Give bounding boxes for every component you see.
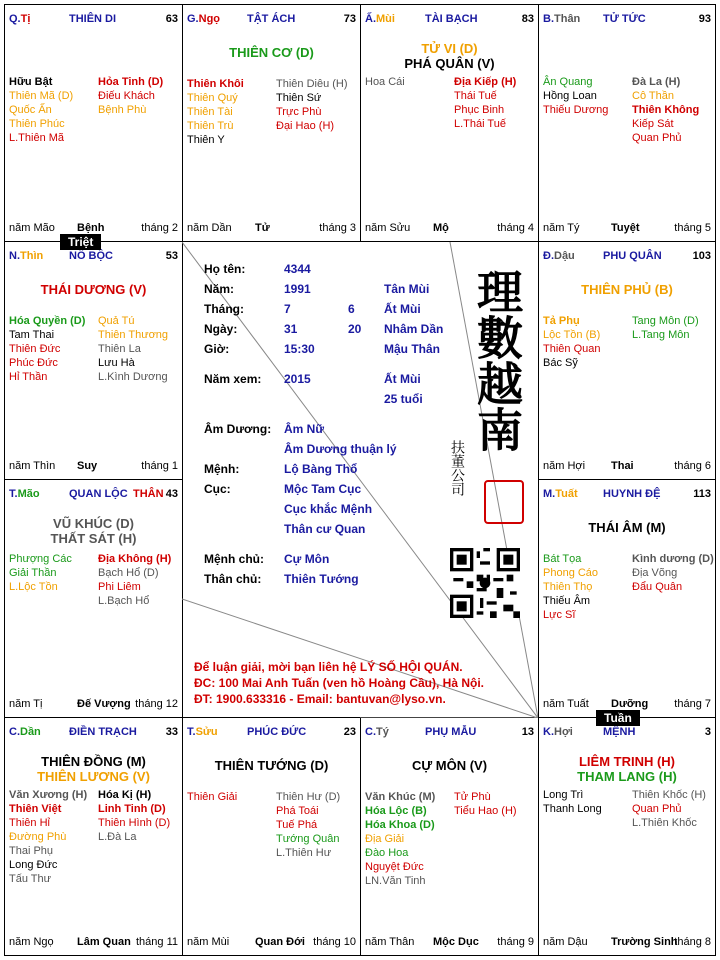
chi-label: Tý [376,726,389,738]
info-value: 2015 [284,372,311,386]
than-cu-note: Thân cư Quan [284,522,366,536]
minor-star: Tấu Thư [9,873,52,885]
month-label: tháng 6 [674,460,711,472]
minor-star: Thanh Long [543,803,602,815]
minor-star: Tướng Quân [276,833,340,845]
year-label: năm Tý [543,222,580,234]
minor-star: Thái Tuế [454,90,497,102]
cuc-value: Mộc Tam Cục [284,482,362,496]
palace-header [9,726,178,740]
palace-hoi[interactable] [538,717,716,956]
minor-stars-right [632,788,706,830]
minor-stars-right [98,314,168,384]
minor-star: Long Trì [543,789,584,801]
info-label: Năm xem: [204,372,262,386]
minor-star: Bệnh Phù [98,104,147,116]
stage-label: Tử [255,222,270,234]
info-label: Họ tên: [204,262,246,276]
minor-star: L.Bạch Hổ [98,595,150,607]
minor-star: Phong Cáo [543,567,599,579]
minor-stars-right [454,75,516,131]
palace-name: TẬT ÁCH [247,13,296,25]
can-label: T. [9,488,18,500]
palace-name: PHỤ MẪU [425,726,477,738]
main-star: THÁI DƯƠNG (V) [40,282,147,297]
minor-star: Địa Giải [365,833,405,845]
am-duong-label: Âm Dương: [204,422,272,436]
year-label: năm Dần [187,222,232,234]
palace-footer [9,936,178,950]
minor-stars-right [98,75,163,117]
minor-star: Thiên Sứ [276,92,322,104]
menh-chu-value: Cự Môn [284,552,330,566]
palace-than[interactable] [538,4,716,242]
palace-name: HUYNH ĐỆ [603,488,661,500]
year-label: năm Mão [9,222,55,234]
info-lunar-value: 20 [348,322,362,336]
palace-thin[interactable] [4,241,183,480]
minor-stars-right [632,552,714,594]
minor-star: Thai Phụ [9,845,54,857]
info-canchi: 25 tuổi [384,392,423,406]
year-label: năm Thân [365,936,415,948]
menh-value: Lộ Bàng Thổ [284,462,358,476]
palace-header [187,726,356,740]
palace-number: 103 [692,250,711,262]
minor-star: Thiên Thọ [543,581,593,593]
minor-stars-left [365,790,435,888]
stage-label: Tuyệt [611,222,640,234]
minor-star: Nguyệt Đức [365,861,424,873]
stage-label: Thai [611,460,634,472]
minor-star: Lưu Hà [98,357,135,369]
palace-ty[interactable] [360,717,539,956]
minor-star: Hóa Quyền (D) [9,315,86,327]
triet-tag: Triệt [60,234,101,250]
month-label: tháng 12 [135,698,178,710]
main-star: VŨ KHÚC (D) [53,516,134,531]
minor-star: Thiên Không [632,104,700,116]
main-star: THAM LANG (H) [577,769,677,784]
palace-header [365,726,534,740]
minor-star: Phi Liêm [98,581,141,593]
info-value: 15:30 [284,342,315,356]
info-value: 7 [284,302,291,316]
info-label: Tháng: [204,302,244,316]
minor-star: Địa Võng [632,567,678,579]
month-label: tháng 10 [313,936,356,948]
minor-star: L.Thái Tuế [454,118,506,130]
minor-star: Linh Tinh (D) [98,803,166,815]
can-label: B. [543,13,554,25]
minor-stars-right [98,788,170,844]
stage-label: Đế Vượng [77,698,131,710]
chi-label: Dần [20,726,41,738]
red-seal [484,480,524,524]
chi-label: Thìn [20,250,44,262]
palace-footer [543,460,711,474]
palace-footer [365,936,534,950]
palace-number: 53 [165,250,178,262]
minor-star: Phá Toái [276,805,319,817]
minor-star: Thiên Khôi [187,78,244,90]
minor-star: Phúc Đức [9,357,58,369]
minor-star: Thiên Quan [543,343,601,355]
month-label: tháng 3 [319,222,356,234]
minor-star: Giải Thần [9,567,57,579]
palace-number: 33 [165,726,178,738]
chi-label: Ngọ [198,13,221,25]
stage-label: Dưỡng [611,698,649,710]
main-star: THIÊN ĐỒNG (M) [41,754,146,769]
minor-stars-left [365,75,405,89]
minor-stars-right [98,552,171,608]
minor-star: Hữu Bật [9,76,53,88]
minor-star: Đường Phù [9,831,67,843]
main-star: THIÊN TƯỚNG (D) [214,758,329,773]
minor-star: Thiên Hỉ [9,817,50,829]
main-star: THIÊN PHỦ (B) [581,282,673,297]
minor-star: Hỏa Tinh (D) [98,76,164,88]
minor-star: Quan Phủ [632,803,682,815]
minor-star: Tiểu Hao (H) [454,805,517,817]
minor-star: Tuế Phá [276,819,318,831]
palace-header [543,726,711,740]
main-star: CỰ MÔN (V) [411,758,488,773]
contact-line-1: Để luận giải, mời bạn liên hệ LÝ SỐ HỘI QUÁN. [194,660,463,674]
palace-name: MỆNH [603,726,636,738]
minor-star: Phượng Các [9,553,72,565]
chi-label: Hợi [554,726,573,738]
palace-header [187,13,356,27]
main-star: THẤT SÁT (H) [50,531,137,546]
palace-ti[interactable] [4,4,183,242]
palace-header [543,250,711,264]
cuc-note: Cục khắc Mệnh [284,502,373,516]
year-label: năm Hợi [543,460,586,472]
minor-star: L.Thiên Khốc [632,817,697,829]
minor-star: L.Đà La [98,831,137,843]
minor-star: Thiên Tài [187,106,233,118]
info-canchi: Mậu Thân [384,342,440,356]
palace-name: NÔ BỘC [69,250,113,262]
minor-star: Hóa Khoa (D) [365,819,435,831]
info-canchi: Ất Mùi [384,372,421,386]
minor-stars-left [9,788,87,886]
info-canchi: Nhâm Dần [384,322,444,336]
chi-label: Tuất [555,488,578,500]
minor-stars-right [454,790,517,818]
minor-star: Thiên Đức [9,343,61,355]
minor-star: Thiên Y [187,134,225,146]
minor-star: Thiên Quý [187,92,238,104]
info-lunar-value: 6 [348,302,355,316]
minor-stars-left [543,552,598,622]
minor-stars-left [9,75,73,145]
info-canchi: Ất Mùi [384,302,421,316]
palace-footer [543,222,711,236]
info-label: Ngày: [204,322,238,336]
stage-label: Trường Sinh [611,936,678,948]
year-label: năm Tuất [543,698,589,710]
info-value: 4344 [284,262,311,276]
can-label: C. [365,726,376,738]
palace-name: THIÊN DI [69,13,117,25]
palace-footer [543,936,711,950]
can-label: Ấ. [365,13,376,25]
main-star: LIÊM TRINH (H) [578,754,676,769]
than-chu-label: Thân chủ: [204,572,262,586]
year-label: năm Mùi [187,936,230,948]
palace-name: PHÚC ĐỨC [247,726,307,738]
am-duong-value: Âm Nữ [284,422,325,436]
palace-header [543,488,711,502]
minor-star: Văn Xương (H) [9,789,88,801]
minor-star: Đại Hao (H) [276,120,335,132]
year-label: năm Ngọ [9,936,54,948]
minor-star: Thiên Khốc (H) [632,789,706,801]
minor-stars-left [9,552,72,594]
minor-stars-left [187,77,244,147]
palace-header [9,488,178,502]
minor-star: Long Đức [9,859,58,871]
palace-number: 93 [698,13,711,25]
year-label: năm Tị [9,698,43,710]
palace-number: 43 [165,488,178,500]
palace-footer [187,222,356,236]
month-label: tháng 8 [674,936,711,948]
contact-address: ĐC: 100 Mai Anh Tuấn (ven hồ Hoàng Cầu), Hà Nội. [194,676,485,690]
cuc-label: Cục: [204,482,231,496]
palace-header [365,13,534,27]
minor-star: Hóa Lộc (B) [365,805,427,817]
month-label: tháng 7 [674,698,711,710]
palace-mao[interactable] [4,479,183,718]
palace-ngo[interactable] [182,4,361,242]
minor-star: Thiếu Âm [543,595,591,607]
minor-star: Ân Quang [543,76,593,88]
stage-label: Bệnh [77,222,105,234]
palace-suu[interactable] [182,717,361,956]
minor-star: Bát Tọa [543,553,582,565]
minor-star: Thiên Trù [187,120,234,132]
chi-label: Dậu [554,250,575,262]
minor-star: Điếu Khách [98,90,155,102]
can-label: C. [9,726,20,738]
minor-star: Bạch Hổ (D) [98,567,159,579]
minor-star: Kình dương (D) [632,553,714,565]
palace-footer [9,460,178,474]
minor-star: Trực Phù [276,106,322,118]
tuan-tag: Tuần [596,710,640,726]
qr-code[interactable] [450,548,520,618]
info-value: 1991 [284,282,311,296]
minor-star: Đào Hoa [365,847,409,859]
year-label: năm Dậu [543,936,588,948]
palace-number: 13 [521,726,534,738]
palace-header [543,13,711,27]
can-label: N. [9,250,20,262]
minor-star: Thiên Diêu (H) [276,78,348,90]
chi-label: Tị [20,13,31,25]
minor-star: L.Lộc Tồn [9,581,58,593]
palace-number: 3 [704,726,711,738]
palace-header [9,13,178,27]
can-label: M. [543,488,556,500]
palace-mui[interactable] [360,4,539,242]
can-label: T. [187,726,196,738]
minor-star: Bác Sỹ [543,357,578,369]
minor-star: Thiếu Dương [543,104,609,116]
am-duong-note: Âm Dương thuận lý [284,442,397,456]
month-label: tháng 4 [497,222,534,234]
minor-star: Tả Phụ [543,315,580,327]
can-label: Đ. [543,250,554,262]
month-label: tháng 1 [141,460,178,472]
minor-star: Thiên Hư (D) [276,791,341,803]
palace-footer [187,936,356,950]
info-value: 31 [284,322,298,336]
minor-star: Đẩu Quân [632,581,683,593]
palace-footer [365,222,534,236]
main-star: PHÁ QUÂN (V) [404,56,495,71]
contact-phone-email[interactable]: ĐT: 1900.633316 - Email: bantuvan@lyso.vn. [194,692,446,706]
minor-star: Thiên Việt [9,803,62,815]
stage-label: Quan Đới [255,936,305,948]
palace-number: 23 [343,726,356,738]
main-star: TỬ VI (D) [421,41,478,56]
minor-star: Hồng Loan [543,90,597,102]
seal-caption: 扶董公司 [449,440,465,496]
minor-stars-right [632,75,699,145]
can-label: K. [543,726,554,738]
info-label: Giờ: [204,342,230,356]
year-label: năm Sửu [365,222,411,234]
minor-star: Thiên Hình (D) [98,817,171,829]
info-canchi: Tân Mùi [384,282,430,296]
palace-number: 113 [693,488,711,500]
chi-label: Sửu [195,726,218,738]
minor-star: Lực Sĩ [543,609,576,621]
minor-star: Tam Thai [9,329,55,341]
minor-stars-right [632,314,699,342]
stage-label: Mộ [433,222,449,234]
minor-star: Văn Khúc (M) [365,791,436,803]
chi-label: Mùi [376,13,395,25]
month-label: tháng 2 [141,222,178,234]
minor-star: LN.Văn Tinh [365,875,426,887]
month-label: tháng 11 [135,936,178,948]
can-label: Q. [9,13,21,25]
stage-label: Suy [77,460,98,472]
minor-star: Thiên Mã (D) [9,90,74,102]
stage-label: Mộc Dục [433,936,479,948]
palace-number: 83 [521,13,534,25]
minor-star: Cô Thần [632,90,674,102]
minor-stars-left [543,788,602,816]
minor-star: Tang Môn (D) [632,315,699,327]
palace-name: QUAN LỘC [69,488,128,500]
palace-number: 63 [165,13,178,25]
minor-star: L.Thiên Mã [9,132,65,144]
palace-number: 73 [343,13,356,25]
minor-star: Địa Kiếp (H) [454,76,517,88]
minor-star: L.Kình Dương [98,371,168,383]
minor-star: Địa Không (H) [98,553,172,565]
minor-star: Thiên Giải [187,791,238,803]
stage-label: Lâm Quan [77,936,131,948]
minor-star: Lộc Tồn (B) [543,329,601,341]
calligraphy-text: 理數越南 [470,268,524,452]
minor-stars-left [9,314,85,384]
menh-chu-label: Mệnh chủ: [204,552,264,566]
month-label: tháng 5 [674,222,711,234]
minor-star: Thiên La [98,343,141,355]
main-star: THIÊN CƠ (D) [229,45,314,60]
can-label: G. [187,13,199,25]
minor-star: Quả Tú [98,315,135,327]
palace-dau[interactable] [538,241,716,480]
palace-footer [9,698,178,712]
menh-label: Mệnh: [204,462,240,476]
minor-star: Quốc Ấn [9,104,52,116]
chi-label: Thân [554,13,581,25]
minor-star: Hóa Kị (H) [98,789,152,801]
minor-stars-left [543,75,608,117]
minor-star: L.Tang Môn [632,329,690,341]
minor-stars-left [187,790,237,804]
palace-header [9,250,178,264]
minor-star: Tử Phù [454,791,491,803]
palace-tuat[interactable] [538,479,716,718]
main-star: THIÊN LƯƠNG (V) [37,769,150,784]
minor-stars-right [276,77,348,133]
minor-star: Phục Binh [454,104,505,116]
month-label: tháng 9 [497,936,534,948]
palace-name: ĐIỀN TRẠCH [69,726,137,738]
palace-name: TỬ TỨC [603,13,646,25]
minor-star: Hỉ Thần [9,371,48,383]
year-label: năm Thìn [9,460,56,472]
minor-star: Thiên Thương [98,329,169,341]
palace-name: PHU QUÂN [603,250,662,262]
chi-label: Mão [17,488,40,500]
palace-name: TÀI BẠCH [425,13,478,25]
than-chu-value: Thiên Tướng [284,572,359,586]
than-marker: THÂN [133,488,164,500]
minor-star: Đà La (H) [632,76,681,88]
minor-stars-right [276,790,340,860]
minor-star: Thiên Phúc [9,118,65,130]
minor-star: Kiếp Sát [632,118,674,130]
palace-dan[interactable] [4,717,183,956]
info-label: Năm: [204,282,235,296]
minor-star: Quan Phủ [632,132,682,144]
minor-star: Hoa Cái [365,76,405,88]
main-star: THÁI ÂM (M) [588,520,666,535]
minor-star: L.Thiên Hư [276,847,332,859]
minor-stars-left [543,314,600,370]
